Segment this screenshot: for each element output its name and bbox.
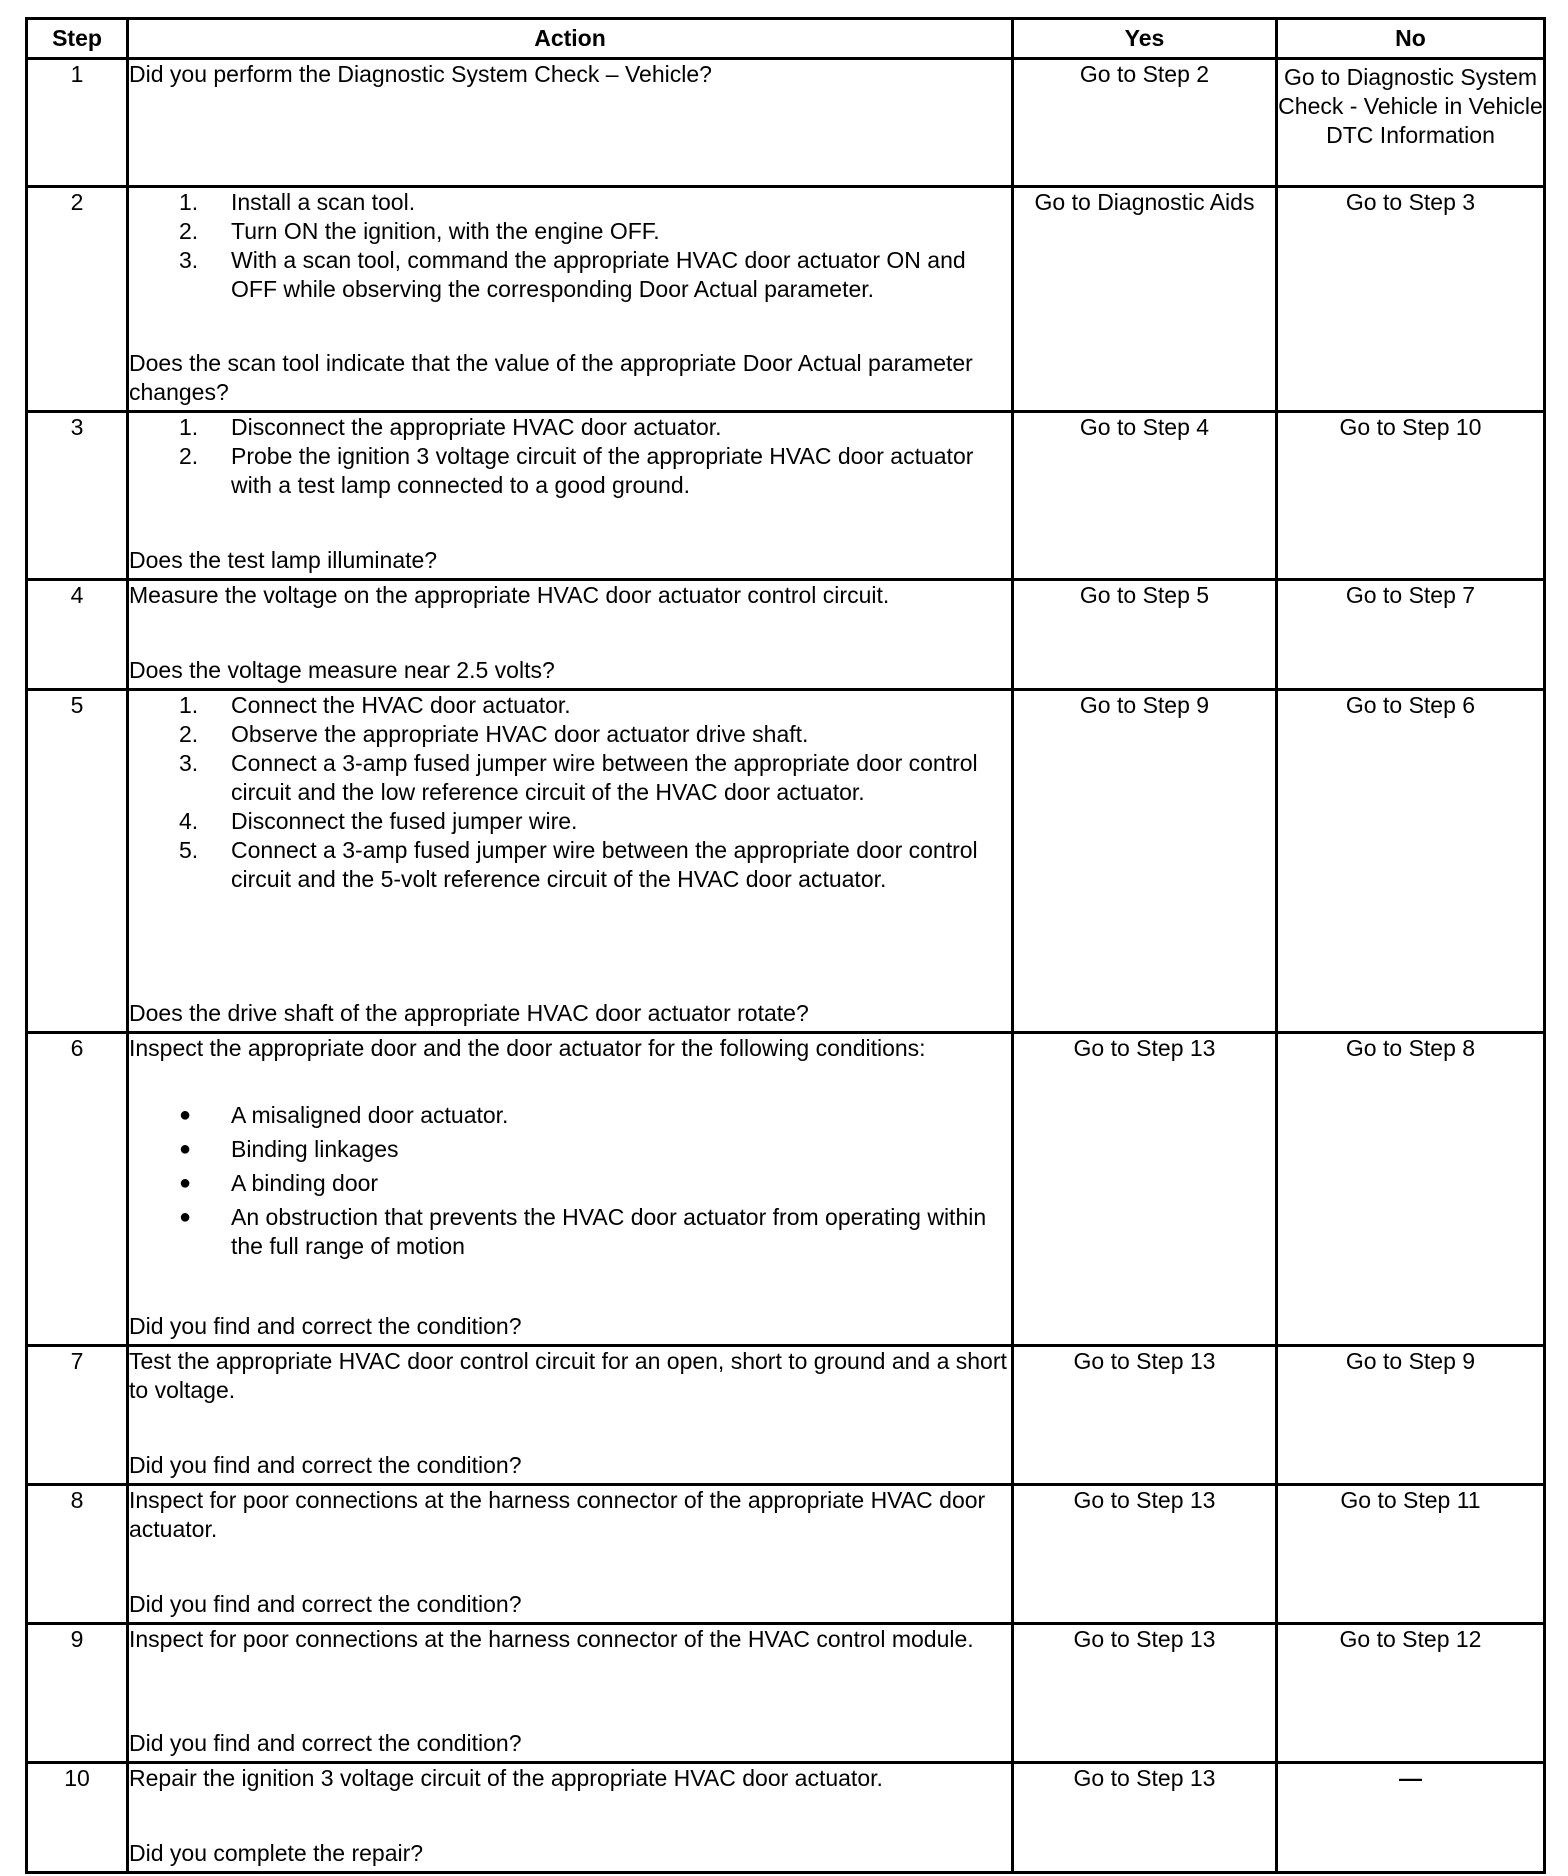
list-item: ● Binding linkages: [179, 1136, 399, 1162]
condition-list: [129, 1101, 1011, 1261]
action-cell: [128, 690, 1013, 1033]
header-yes: Yes: [1013, 19, 1277, 59]
action-text: Did you perform the Diagnostic System Check – Vehicle?: [129, 61, 712, 87]
action-question: Did you find and correct the condition?: [129, 1313, 522, 1339]
step-number: 7: [27, 1346, 128, 1485]
action-cell: [128, 1624, 1013, 1763]
table-row: [27, 690, 1545, 1033]
yes-cell: Go to Step 13: [1013, 1624, 1277, 1763]
yes-cell: Go to Step 13: [1013, 1763, 1277, 1873]
header-no: No: [1277, 19, 1545, 59]
list-item: 2. Probe the ignition 3 voltage circuit of the appropriate HVAC door actuator with a test lamp connected to a good ground.: [179, 443, 974, 498]
step-number: 1: [27, 59, 128, 187]
step-number: 4: [27, 580, 128, 690]
list-item: 1. Disconnect the appropriate HVAC door actuator.: [179, 414, 722, 440]
table-row: [27, 1346, 1545, 1485]
yes-cell: Go to Step 5: [1013, 580, 1277, 690]
action-cell: [128, 187, 1013, 412]
action-text: Measure the voltage on the appropriate HVAC door actuator control circuit.: [129, 582, 890, 608]
action-text: Inspect for poor connections at the harness connector of the HVAC control module.: [129, 1626, 974, 1652]
diagnostic-table: [25, 17, 1546, 1874]
list-item: ● An obstruction that prevents the HVAC door actuator from operating within the full range of motion: [179, 1204, 987, 1259]
list-item: 3. Connect a 3-amp fused jumper wire between the appropriate door control circuit and the low reference circuit of the HVAC door actuator.: [179, 750, 978, 805]
procedure-list: [129, 413, 1011, 500]
table-row: [27, 59, 1545, 187]
action-text: Repair the ignition 3 voltage circuit of the appropriate HVAC door actuator.: [129, 1765, 883, 1791]
list-item: 3. With a scan tool, command the appropriate HVAC door actuator ON and OFF while observing the corresponding Door Actual parameter.: [179, 247, 966, 302]
no-cell: Go to Step 12: [1277, 1624, 1545, 1763]
step-number: 9: [27, 1624, 128, 1763]
action-question: Did you find and correct the condition?: [129, 1452, 522, 1478]
action-text: Test the appropriate HVAC door control circuit for an open, short to ground and a short to voltage.: [129, 1348, 1007, 1403]
list-item: 4. Disconnect the fused jumper wire.: [179, 808, 578, 834]
header-action: Action: [128, 19, 1013, 59]
step-number: 10: [27, 1763, 128, 1873]
action-question: Did you complete the repair?: [129, 1840, 424, 1866]
no-cell: Go to Step 6: [1277, 690, 1545, 1033]
action-cell: [128, 580, 1013, 690]
step-number: 2: [27, 187, 128, 412]
step-number: 5: [27, 690, 128, 1033]
no-cell: —: [1277, 1763, 1545, 1873]
step-number: 8: [27, 1485, 128, 1624]
action-cell: [128, 1033, 1013, 1346]
table-row: [27, 1033, 1545, 1346]
no-cell: Go to Step 7: [1277, 580, 1545, 690]
header-step: Step: [27, 19, 128, 59]
list-item: ● A binding door: [179, 1170, 379, 1196]
yes-cell: Go to Step 13: [1013, 1485, 1277, 1624]
no-cell: Go to Diagnostic System Check - Vehicle in Vehicle DTC Information: [1277, 59, 1545, 187]
list-item: 5. Connect a 3-amp fused jumper wire between the appropriate door control circuit and the 5-volt reference circuit of the HVAC door actuator.: [179, 837, 978, 892]
action-question: Does the test lamp illuminate?: [129, 547, 438, 573]
yes-cell: Go to Step 2: [1013, 59, 1277, 187]
list-item: 1. Install a scan tool.: [179, 189, 416, 215]
action-cell: [128, 59, 1013, 187]
action-body: [129, 1034, 1011, 1266]
action-question: Did you find and correct the condition?: [129, 1591, 522, 1617]
procedure-list: [129, 188, 1011, 304]
list-item: 2. Turn ON the ignition, with the engine OFF.: [179, 218, 660, 244]
procedure-list: [129, 691, 1011, 894]
yes-cell: Go to Step 13: [1013, 1346, 1277, 1485]
table-row: [27, 1624, 1545, 1763]
no-cell: Go to Step 11: [1277, 1485, 1545, 1624]
list-item: ● A misaligned door actuator.: [179, 1102, 509, 1128]
action-cell: [128, 412, 1013, 580]
action-question: Does the scan tool indicate that the value of the appropriate Door Actual parameter changes?: [129, 350, 973, 405]
no-cell: Go to Step 8: [1277, 1033, 1545, 1346]
table-row: [27, 1763, 1545, 1873]
table-row: [27, 187, 1545, 412]
yes-cell: Go to Step 13: [1013, 1033, 1277, 1346]
action-cell: [128, 1485, 1013, 1624]
table-row: [27, 412, 1545, 580]
yes-cell: Go to Step 9: [1013, 690, 1277, 1033]
yes-cell: Go to Diagnostic Aids: [1013, 187, 1277, 412]
action-cell: [128, 1346, 1013, 1485]
action-question: Does the drive shaft of the appropriate HVAC door actuator rotate?: [129, 1000, 809, 1026]
action-question: Did you find and correct the condition?: [129, 1730, 522, 1756]
action-text: Inspect the appropriate door and the door actuator for the following conditions:: [129, 1035, 926, 1061]
action-cell: [128, 1763, 1013, 1873]
step-number: 3: [27, 412, 128, 580]
no-cell: Go to Step 9: [1277, 1346, 1545, 1485]
action-question: Does the voltage measure near 2.5 volts?: [129, 657, 555, 683]
table-header-row: [27, 19, 1545, 59]
step-number: 6: [27, 1033, 128, 1346]
table-row: [27, 580, 1545, 690]
list-item: 2. Observe the appropriate HVAC door actuator drive shaft.: [179, 721, 809, 747]
no-cell: Go to Step 3: [1277, 187, 1545, 412]
table-row: [27, 1485, 1545, 1624]
yes-cell: Go to Step 4: [1013, 412, 1277, 580]
no-cell: Go to Step 10: [1277, 412, 1545, 580]
action-text: Inspect for poor connections at the harness connector of the appropriate HVAC door actuator.: [129, 1487, 986, 1542]
list-item: 1. Connect the HVAC door actuator.: [179, 692, 571, 718]
